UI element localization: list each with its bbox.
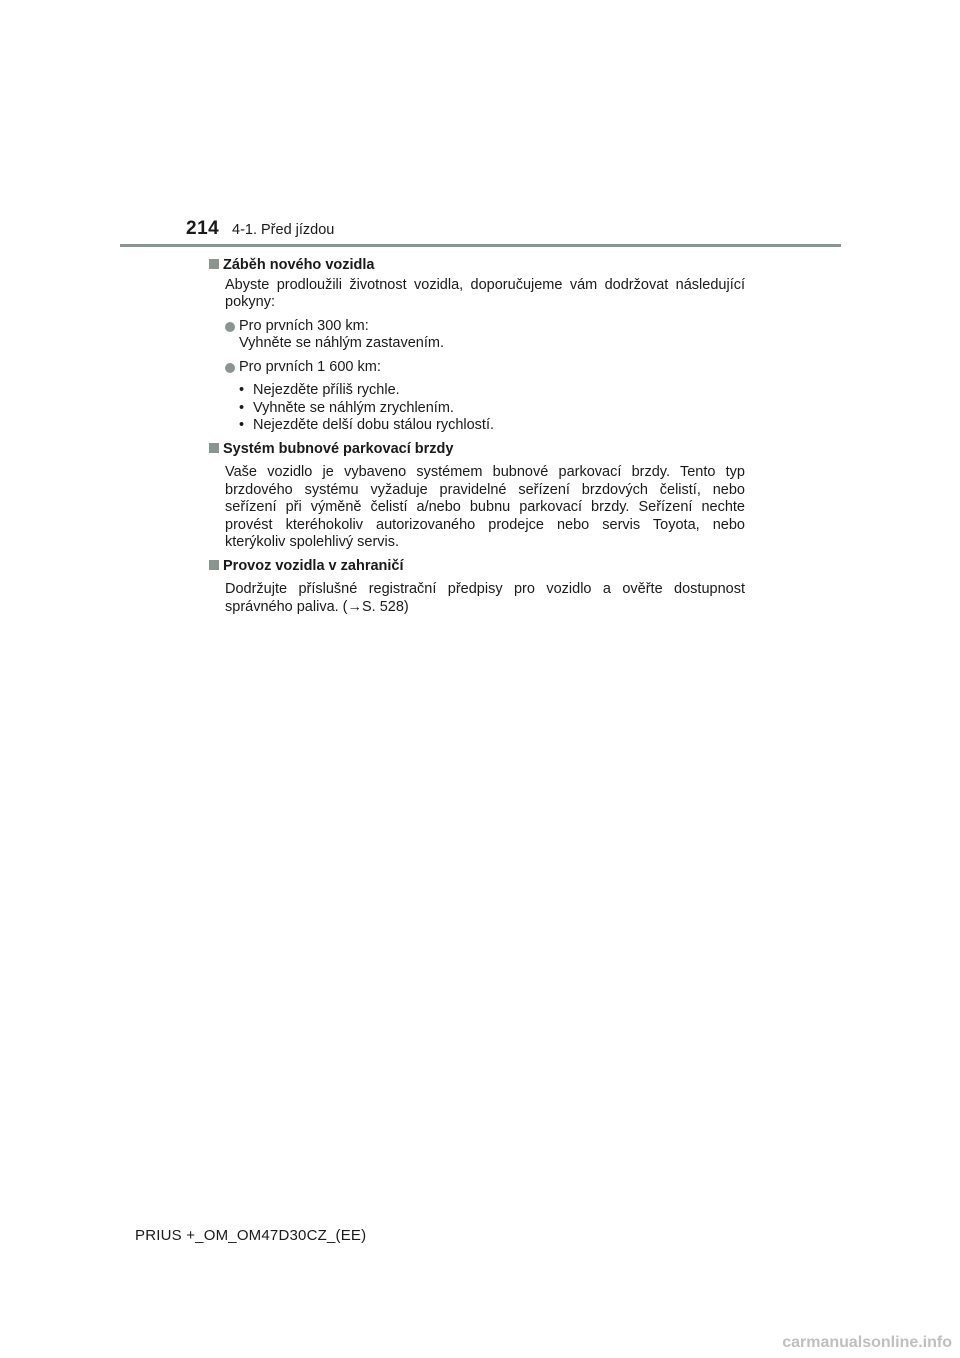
heading-break-in-text: Záběh nového vozidla [223, 257, 375, 273]
heading-break-in [209, 257, 745, 275]
square-bullet-icon [209, 560, 219, 570]
break-in-bullet-1600 [225, 359, 745, 377]
list-item-text: Nejezděte příliš rychle. [253, 382, 400, 398]
circle-bullet-icon [225, 363, 235, 373]
bullet-300-text: Vyhněte se náhlým zastavením. [239, 335, 444, 351]
list-item-text: Nejezděte delší dobu stálou rychlostí. [253, 417, 494, 433]
break-in-intro: Abyste prodloužili životnost vozidla, doporučujeme vám dodržovat následující pokyny: [225, 276, 745, 310]
heading-drum-brake [209, 441, 745, 459]
bullet-300-title: Pro prvních 300 km: [239, 317, 369, 334]
square-bullet-icon [209, 443, 219, 453]
small-dot-icon: • [239, 417, 245, 433]
heading-abroad [209, 558, 745, 576]
drum-brake-text: Vaše vozidlo je vybaveno systémem bubnové parkovací brzdy. Tento typ brzdového systému vyžaduje pravidelné seřízení brzdových čelistí, nebo seřízení při výměně čelistí a/nebo bubnu parkovací brzdy. Seřízení nechte provést kteréhokoliv autorizovaného prodejce nebo servis Toyota, nebo kterýkoliv spolehlivý servis. [225, 464, 745, 550]
list-item [239, 382, 745, 400]
heading-drum-brake-text: Systém bubnové parkovací brzdy [223, 440, 454, 457]
heading-abroad-text: Provoz vozidla v zahraničí [223, 557, 404, 574]
header-rule [120, 244, 841, 247]
section-title: 4-1. Před jízdou [232, 222, 335, 238]
abroad-text: Dodržujte příslušné registrační předpisy pro vozidlo a ověřte dostupnost správného paliva. (→S. 528) [225, 581, 745, 615]
watermark: carmanualsonline.info [782, 1334, 952, 1351]
small-dot-icon: • [239, 399, 245, 416]
bullet-1600-list [239, 382, 745, 435]
list-item [239, 417, 745, 435]
list-item-text: Vyhněte se náhlým zrychlením. [253, 399, 454, 416]
page-content [209, 254, 745, 616]
page-number: 214 [186, 218, 220, 239]
bullet-300-body [239, 318, 444, 353]
circle-bullet-icon [225, 322, 235, 332]
break-in-bullet-300 [225, 318, 745, 353]
doc-code-footer: PRIUS +_OM_OM47D30CZ_(EE) [135, 1227, 367, 1244]
small-dot-icon: • [239, 382, 245, 398]
list-item [239, 400, 745, 418]
bullet-1600-title: Pro prvních 1 600 km: [239, 358, 381, 375]
square-bullet-icon [209, 259, 219, 269]
